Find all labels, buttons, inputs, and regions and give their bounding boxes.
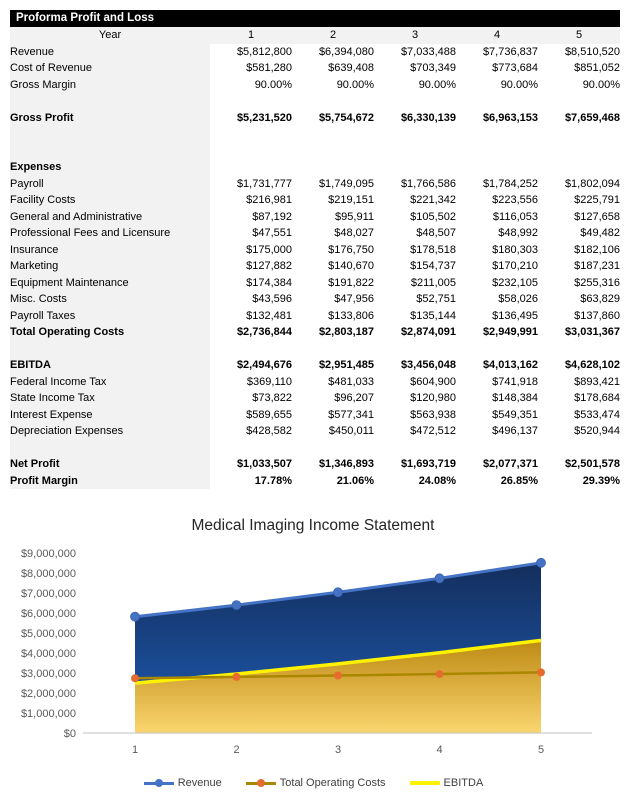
spacer-row bbox=[10, 341, 620, 358]
cell-value bbox=[374, 159, 456, 176]
table-row bbox=[10, 159, 620, 176]
row-label: Professional Fees and Licensure bbox=[10, 225, 210, 242]
operating-costs-marker bbox=[233, 673, 241, 681]
cell-value: $6,330,139 bbox=[374, 110, 456, 127]
x-axis-tick-label: 4 bbox=[436, 744, 443, 756]
cell-value bbox=[374, 341, 456, 358]
cell-value: 17.78% bbox=[210, 473, 292, 490]
year-header-row bbox=[10, 27, 620, 44]
cell-value bbox=[292, 440, 374, 457]
cell-value: $136,495 bbox=[456, 308, 538, 325]
table-row bbox=[10, 77, 620, 94]
table-row bbox=[10, 258, 620, 275]
cell-value: $533,474 bbox=[538, 407, 620, 424]
row-label: Net Profit bbox=[10, 456, 210, 473]
operating-costs-marker bbox=[436, 670, 444, 678]
table-row bbox=[10, 44, 620, 61]
cell-value bbox=[456, 440, 538, 457]
chart-legend bbox=[0, 772, 627, 794]
cell-value: $180,303 bbox=[456, 242, 538, 259]
cell-value: 90.00% bbox=[210, 77, 292, 94]
row-label bbox=[10, 126, 210, 143]
cell-value bbox=[292, 126, 374, 143]
y-axis-tick-label: $3,000,000 bbox=[20, 668, 76, 680]
table-row bbox=[10, 192, 620, 209]
year-label: Year bbox=[10, 27, 210, 44]
cell-value: $2,501,578 bbox=[538, 456, 620, 473]
legend-label: Total Operating Costs bbox=[279, 777, 386, 789]
cell-value bbox=[456, 126, 538, 143]
report-title-bar bbox=[10, 10, 620, 27]
cell-value: $96,207 bbox=[292, 390, 374, 407]
cell-value: $48,027 bbox=[292, 225, 374, 242]
cell-value bbox=[210, 341, 292, 358]
year-value: 2 bbox=[292, 27, 374, 44]
row-label: Cost of Revenue bbox=[10, 60, 210, 77]
cell-value: 24.08% bbox=[374, 473, 456, 490]
cell-value: $1,693,719 bbox=[374, 456, 456, 473]
cell-value: $52,751 bbox=[374, 291, 456, 308]
row-label: Profit Margin bbox=[10, 473, 210, 490]
cell-value: $2,494,676 bbox=[210, 357, 292, 374]
cell-value: $49,482 bbox=[538, 225, 620, 242]
row-label: Gross Margin bbox=[10, 77, 210, 94]
y-axis-tick-label: $7,000,000 bbox=[20, 588, 76, 600]
legend-item bbox=[246, 777, 386, 789]
cell-value: $549,351 bbox=[456, 407, 538, 424]
table-row bbox=[10, 324, 620, 341]
row-label bbox=[10, 143, 210, 160]
cell-value: $703,349 bbox=[374, 60, 456, 77]
legend-swatch-line bbox=[410, 781, 440, 785]
cell-value: $63,829 bbox=[538, 291, 620, 308]
spacer-row bbox=[10, 93, 620, 110]
cell-value bbox=[456, 159, 538, 176]
cell-value: $1,033,507 bbox=[210, 456, 292, 473]
table-row bbox=[10, 176, 620, 193]
cell-value bbox=[456, 341, 538, 358]
table-row bbox=[10, 473, 620, 490]
profit-loss-report bbox=[10, 10, 620, 489]
legend-marker-dot bbox=[155, 779, 163, 787]
chart-canvas bbox=[0, 500, 627, 805]
y-axis-tick-label: $0 bbox=[63, 728, 76, 740]
cell-value: $2,736,844 bbox=[210, 324, 292, 341]
cell-value bbox=[456, 143, 538, 160]
cell-value: $450,011 bbox=[292, 423, 374, 440]
row-label bbox=[10, 93, 210, 110]
revenue-marker bbox=[435, 574, 444, 583]
cell-value: $48,507 bbox=[374, 225, 456, 242]
cell-value: $48,992 bbox=[456, 225, 538, 242]
cell-value: $6,394,080 bbox=[292, 44, 374, 61]
cell-value bbox=[538, 440, 620, 457]
cell-value: $496,137 bbox=[456, 423, 538, 440]
cell-value: $178,684 bbox=[538, 390, 620, 407]
y-axis-tick-label: $9,000,000 bbox=[20, 548, 76, 560]
cell-value: $2,077,371 bbox=[456, 456, 538, 473]
cell-value: 29.39% bbox=[538, 473, 620, 490]
table-row bbox=[10, 374, 620, 391]
y-axis-tick-label: $6,000,000 bbox=[20, 608, 76, 620]
cell-value: $47,956 bbox=[292, 291, 374, 308]
cell-value: $369,110 bbox=[210, 374, 292, 391]
table-row bbox=[10, 242, 620, 259]
cell-value: $135,144 bbox=[374, 308, 456, 325]
cell-value: $182,106 bbox=[538, 242, 620, 259]
row-label: EBITDA bbox=[10, 357, 210, 374]
table-row bbox=[10, 209, 620, 226]
cell-value: $140,670 bbox=[292, 258, 374, 275]
row-label: Expenses bbox=[10, 159, 210, 176]
cell-value: 26.85% bbox=[456, 473, 538, 490]
cell-value: $154,737 bbox=[374, 258, 456, 275]
cell-value: $132,481 bbox=[210, 308, 292, 325]
cell-value: $174,384 bbox=[210, 275, 292, 292]
spacer-row bbox=[10, 143, 620, 160]
cell-value: $604,900 bbox=[374, 374, 456, 391]
cell-value: $6,963,153 bbox=[456, 110, 538, 127]
legend-label: Revenue bbox=[177, 777, 222, 789]
cell-value: $1,346,893 bbox=[292, 456, 374, 473]
legend-item bbox=[144, 777, 222, 789]
table-row bbox=[10, 308, 620, 325]
cell-value: $1,766,586 bbox=[374, 176, 456, 193]
y-axis-tick-label: $4,000,000 bbox=[20, 648, 76, 660]
row-label: Depreciation Expenses bbox=[10, 423, 210, 440]
table-row bbox=[10, 456, 620, 473]
cell-value: $221,342 bbox=[374, 192, 456, 209]
cell-value: $191,822 bbox=[292, 275, 374, 292]
cell-value: $120,980 bbox=[374, 390, 456, 407]
row-label bbox=[10, 341, 210, 358]
cell-value: $2,951,485 bbox=[292, 357, 374, 374]
row-label: Total Operating Costs bbox=[10, 324, 210, 341]
cell-value: $2,874,091 bbox=[374, 324, 456, 341]
cell-value: $3,031,367 bbox=[538, 324, 620, 341]
cell-value: $178,518 bbox=[374, 242, 456, 259]
cell-value: $5,754,672 bbox=[292, 110, 374, 127]
cell-value: $133,806 bbox=[292, 308, 374, 325]
legend-item bbox=[410, 777, 484, 789]
cell-value bbox=[210, 93, 292, 110]
cell-value bbox=[292, 341, 374, 358]
legend-line-sample bbox=[410, 781, 440, 785]
cell-value: $127,658 bbox=[538, 209, 620, 226]
cell-value: $87,192 bbox=[210, 209, 292, 226]
table-row bbox=[10, 225, 620, 242]
chart-title: Medical Imaging Income Statement bbox=[191, 517, 435, 534]
cell-value bbox=[374, 143, 456, 160]
table-row bbox=[10, 275, 620, 292]
cell-value: $520,944 bbox=[538, 423, 620, 440]
cell-value bbox=[538, 126, 620, 143]
cell-value bbox=[374, 126, 456, 143]
cell-value: $223,556 bbox=[456, 192, 538, 209]
table-row bbox=[10, 423, 620, 440]
row-label: State Income Tax bbox=[10, 390, 210, 407]
row-label: Revenue bbox=[10, 44, 210, 61]
cell-value: $2,949,991 bbox=[456, 324, 538, 341]
legend-marker-dot bbox=[257, 779, 265, 787]
row-label: General and Administrative bbox=[10, 209, 210, 226]
table-row bbox=[10, 357, 620, 374]
x-axis-tick-label: 1 bbox=[131, 744, 139, 756]
cell-value: 90.00% bbox=[292, 77, 374, 94]
cell-value bbox=[292, 143, 374, 160]
spacer-row bbox=[10, 126, 620, 143]
cell-value: $2,803,187 bbox=[292, 324, 374, 341]
year-value: 5 bbox=[538, 27, 620, 44]
legend-swatch-line-marker bbox=[144, 782, 174, 785]
cell-value bbox=[210, 126, 292, 143]
cell-value: $105,502 bbox=[374, 209, 456, 226]
cell-value: $7,736,837 bbox=[456, 44, 538, 61]
cell-value: $1,749,095 bbox=[292, 176, 374, 193]
cell-value bbox=[538, 159, 620, 176]
cell-value: $232,105 bbox=[456, 275, 538, 292]
cell-value: $639,408 bbox=[292, 60, 374, 77]
cell-value: $225,791 bbox=[538, 192, 620, 209]
row-label: Misc. Costs bbox=[10, 291, 210, 308]
legend-swatch-line-marker bbox=[246, 782, 276, 785]
operating-costs-marker bbox=[334, 672, 342, 680]
cell-value: $3,456,048 bbox=[374, 357, 456, 374]
y-axis-tick-label: $5,000,000 bbox=[20, 628, 76, 640]
operating-costs-marker bbox=[131, 674, 139, 682]
cell-value: $4,013,162 bbox=[456, 357, 538, 374]
cell-value bbox=[374, 440, 456, 457]
cell-value: $187,231 bbox=[538, 258, 620, 275]
row-label: Gross Profit bbox=[10, 110, 210, 127]
cell-value: $116,053 bbox=[456, 209, 538, 226]
cell-value bbox=[210, 159, 292, 176]
row-label bbox=[10, 440, 210, 457]
cell-value: $472,512 bbox=[374, 423, 456, 440]
cell-value: $741,918 bbox=[456, 374, 538, 391]
cell-value: $73,822 bbox=[210, 390, 292, 407]
row-label: Payroll Taxes bbox=[10, 308, 210, 325]
cell-value: 21.06% bbox=[292, 473, 374, 490]
cell-value: $47,551 bbox=[210, 225, 292, 242]
cell-value bbox=[456, 93, 538, 110]
revenue-marker bbox=[537, 558, 546, 567]
cell-value: $5,231,520 bbox=[210, 110, 292, 127]
cell-value: $1,731,777 bbox=[210, 176, 292, 193]
cell-value: $175,000 bbox=[210, 242, 292, 259]
x-axis-tick-label: 5 bbox=[537, 744, 545, 756]
cell-value: $43,596 bbox=[210, 291, 292, 308]
cell-value: $137,860 bbox=[538, 308, 620, 325]
cell-value: $255,316 bbox=[538, 275, 620, 292]
row-label: Facility Costs bbox=[10, 192, 210, 209]
table-row bbox=[10, 60, 620, 77]
cell-value: $58,026 bbox=[456, 291, 538, 308]
cell-value: 90.00% bbox=[374, 77, 456, 94]
cell-value: $219,151 bbox=[292, 192, 374, 209]
table-row bbox=[10, 407, 620, 424]
cell-value: $170,210 bbox=[456, 258, 538, 275]
year-value: 1 bbox=[210, 27, 292, 44]
y-axis-tick-label: $1,000,000 bbox=[20, 708, 76, 720]
row-label: Insurance bbox=[10, 242, 210, 259]
profit-loss-table bbox=[10, 27, 620, 489]
report-title: Proforma Profit and Loss bbox=[16, 12, 155, 24]
revenue-marker bbox=[131, 612, 140, 621]
row-label: Equipment Maintenance bbox=[10, 275, 210, 292]
row-label: Federal Income Tax bbox=[10, 374, 210, 391]
cell-value: $428,582 bbox=[210, 423, 292, 440]
cell-value: 90.00% bbox=[456, 77, 538, 94]
y-axis-tick-label: $2,000,000 bbox=[20, 688, 76, 700]
revenue-marker bbox=[232, 601, 241, 610]
cell-value: $577,341 bbox=[292, 407, 374, 424]
legend-label: EBITDA bbox=[443, 777, 484, 789]
cell-value: 90.00% bbox=[538, 77, 620, 94]
cell-value: $176,750 bbox=[292, 242, 374, 259]
cell-value bbox=[292, 159, 374, 176]
revenue-marker bbox=[334, 588, 343, 597]
cell-value: $851,052 bbox=[538, 60, 620, 77]
income-statement-chart bbox=[0, 500, 627, 805]
cell-value: $481,033 bbox=[292, 374, 374, 391]
y-axis-tick-label: $8,000,000 bbox=[20, 568, 76, 580]
cell-value: $216,981 bbox=[210, 192, 292, 209]
cell-value: $4,628,102 bbox=[538, 357, 620, 374]
operating-costs-marker bbox=[537, 668, 545, 676]
cell-value: $773,684 bbox=[456, 60, 538, 77]
cell-value bbox=[538, 143, 620, 160]
cell-value bbox=[210, 440, 292, 457]
table-row bbox=[10, 110, 620, 127]
cell-value bbox=[538, 93, 620, 110]
cell-value: $211,005 bbox=[374, 275, 456, 292]
x-axis-tick-label: 3 bbox=[334, 744, 342, 756]
cell-value: $8,510,520 bbox=[538, 44, 620, 61]
cell-value bbox=[538, 341, 620, 358]
cell-value: $7,659,468 bbox=[538, 110, 620, 127]
spacer-row bbox=[10, 440, 620, 457]
row-label: Marketing bbox=[10, 258, 210, 275]
year-value: 3 bbox=[374, 27, 456, 44]
row-label: Interest Expense bbox=[10, 407, 210, 424]
cell-value bbox=[374, 93, 456, 110]
cell-value: $5,812,800 bbox=[210, 44, 292, 61]
cell-value: $7,033,488 bbox=[374, 44, 456, 61]
cell-value bbox=[210, 143, 292, 160]
cell-value: $893,421 bbox=[538, 374, 620, 391]
year-value: 4 bbox=[456, 27, 538, 44]
cell-value: $563,938 bbox=[374, 407, 456, 424]
cell-value bbox=[292, 93, 374, 110]
cell-value: $148,384 bbox=[456, 390, 538, 407]
table-row bbox=[10, 291, 620, 308]
cell-value: $1,802,094 bbox=[538, 176, 620, 193]
cell-value: $589,655 bbox=[210, 407, 292, 424]
cell-value: $95,911 bbox=[292, 209, 374, 226]
cell-value: $581,280 bbox=[210, 60, 292, 77]
x-axis-tick-label: 2 bbox=[233, 744, 240, 756]
cell-value: $1,784,252 bbox=[456, 176, 538, 193]
row-label: Payroll bbox=[10, 176, 210, 193]
table-row bbox=[10, 390, 620, 407]
cell-value: $127,882 bbox=[210, 258, 292, 275]
